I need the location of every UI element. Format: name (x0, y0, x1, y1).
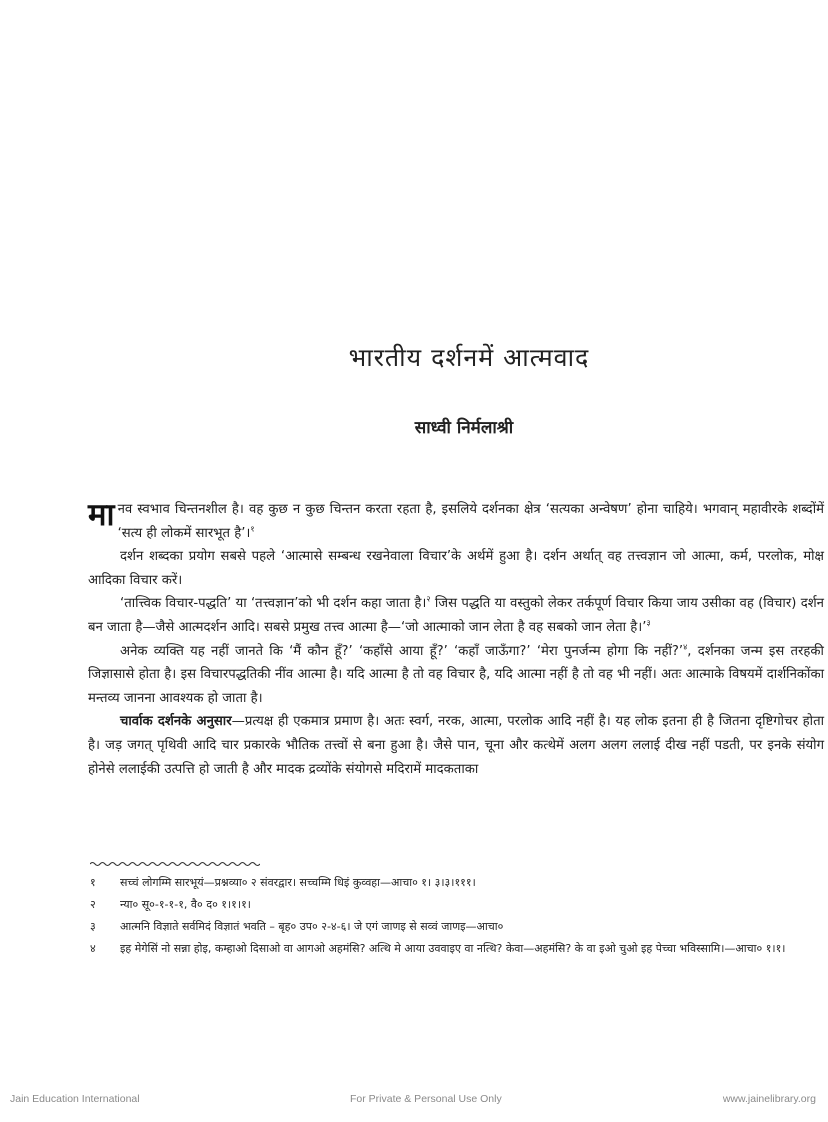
footnote-item (88, 938, 808, 960)
footnote-ref[interactable]: ४ (683, 642, 688, 652)
article-body (88, 498, 824, 781)
paragraph-4 (88, 640, 824, 711)
footnote-item (88, 872, 808, 894)
paragraph-text: अनेक व्यक्ति यह नहीं जानते कि ‘मैं कौन हूँ?’ ‘कहाँसे आया हूँ?’ ‘कहाँ जाऊँगा?’ ‘मेरा पुनर्जन्म होगा कि नहीं?’ (120, 643, 684, 659)
footnote-text: सच्चं लोगम्मि सारभूयं—प्रश्नव्या० २ संवरद्वार। सच्चम्मि धिइं कुव्वहा—आचा० १। ३।३।१११। (120, 876, 476, 889)
footer-usage-notice: For Private & Personal Use Only (350, 1093, 502, 1105)
page-footer (0, 1093, 828, 1113)
footnote-number: १ (90, 876, 96, 889)
paragraph-2 (88, 545, 824, 592)
footnote-number: ४ (90, 942, 96, 955)
footnote-text: न्या० सू०-१-१-१, वै० द० १।१।१। (120, 898, 251, 911)
paragraph-text: जिस पद्धति या वस्तुको लेकर तर्कपूर्ण विचार किया जाय उसीका वह (विचार) दर्शन बन जाता है—जैसे आत्मदर्शन आदि। सबसे प्रमुख तत्त्व आत्मा है—‘जो आत्माको जान लेता है वह सबको जान लेता है।’ (88, 596, 824, 635)
section-lead: चार्वाक दर्शनके अनुसार (120, 714, 232, 730)
footer-publisher: Jain Education International (10, 1093, 140, 1105)
footnotes (88, 872, 808, 960)
paragraph-3 (88, 592, 824, 639)
author-name: साध्वी निर्मलाश्री (414, 418, 514, 438)
footnote-number: २ (90, 898, 96, 911)
footer-website-link[interactable]: www.jainelibrary.org (722, 1093, 816, 1105)
paragraph-5 (88, 710, 824, 781)
footnote-text: इह मेगेसिं नो सन्ना होइ, कम्हाओ दिसाओ वा आगओ अहमंसि? अत्थि मे आया उववाइए वा नत्थि? केवा—अहमंसि? के वा इओ चुओ इह पेच्चा भविस्सामि।—आचा० १।१। (120, 942, 786, 955)
footnote-number: ३ (90, 920, 96, 933)
footnote-text: आत्मनि विज्ञाते सर्वमिदं विज्ञातं भवति – बृह० उप० २-४-६। जे एगं जाणइ से सव्वं जाणइ—आचा० (120, 920, 504, 933)
footnote-ref[interactable]: १ (250, 524, 255, 534)
footnote-divider (90, 860, 260, 868)
paragraph-text: नव स्वभाव चिन्तनशील है। वह कुछ न कुछ चिन्तन करता रहता है, इसलिये दर्शनका क्षेत्र ‘सत्यका अन्वेषण’ होना चाहिये। भगवान् महावीरके शब्दोंमें ‘सत्य ही लोकमें सारभूत है’। (117, 502, 824, 541)
footnote-ref[interactable]: २ (426, 594, 431, 604)
paragraph-text: दर्शन शब्दका प्रयोग सबसे पहले ‘आत्मासे सम्बन्ध रखनेवाला विचार’के अर्थमें हुआ है। दर्शन अर्थात् वह तत्त्वज्ञान जो आत्मा, कर्म, परलोक, मोक्ष आदिका विचार करें। (88, 549, 824, 588)
page-title: भारतीय दर्शनमें आत्मवाद (348, 343, 590, 372)
footnote-item (88, 916, 808, 938)
paragraph-text: ‘तात्त्विक विचार-पद्धति’ या ‘तत्त्वज्ञान’को भी दर्शन कहा जाता है। (120, 596, 427, 612)
paragraph-text: , दर्शनका जन्म इस तरहकी जिज्ञासासे होता है। इस विचारपद्धतिकी नींव आत्मा है। यदि आत्मा है तो वह विचार है, यदि आत्मा नहीं है तो वह भी नहीं। अतः आत्माके विषयमें दार्शनिकोंका मन्तव्य जानना आवश्यक हो जाता है। (88, 643, 824, 706)
footnote-ref[interactable]: ३ (646, 618, 651, 628)
drop-cap: मा (88, 497, 115, 533)
paragraph-1 (88, 498, 824, 545)
footnote-item (88, 894, 808, 916)
paragraph-text: —प्रत्यक्ष ही एकमात्र प्रमाण है। अतः स्वर्ग, नरक, आत्मा, परलोक आदि नहीं है। यह लोक इतना ही है जितना दृष्टिगोचर होता है। जड़ जगत् पृथिवी आदि चार प्रकारके भौतिक तत्त्वों से बना हुआ है। जैसे पान, चूना और कत्थेमें अलग अलग ललाई दीख नहीं पडती, पर इनके संयोग होनेसे ललाईकी उत्पत्ति हो जाती है और मादक द्रव्योंके संयोगसे मदिरामें मादकताका (88, 714, 825, 777)
